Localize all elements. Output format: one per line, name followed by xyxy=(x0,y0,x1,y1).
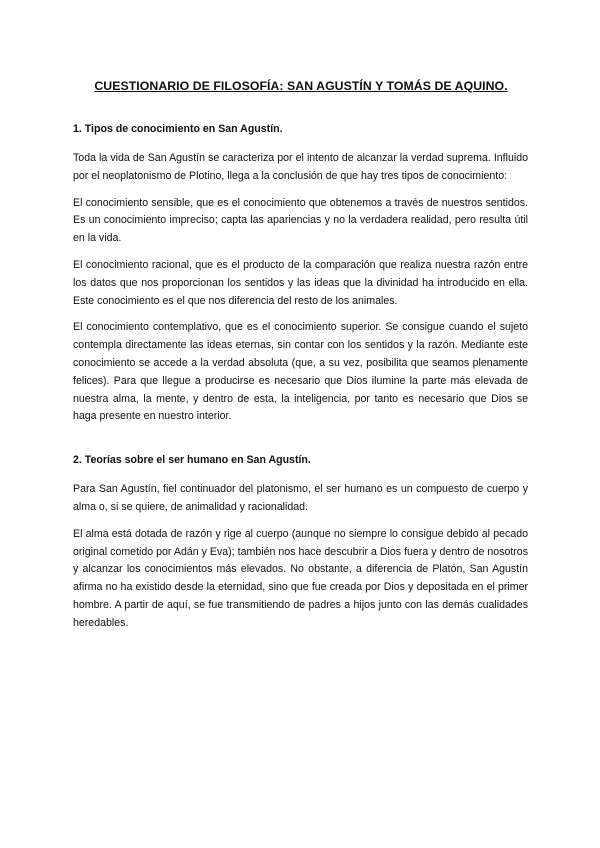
paragraph: El alma está dotada de razón y rige al cuerpo (aunque no siempre lo consigue debido al pecado original cometido por Adán y Eva); también nos hace descubrir a Dios fuera y dentro de nosotros y alcanzar los conocimientos más elevados. No obstante, a diferencia de Platón, San Agustín afirma no ha existido desde la eternidad, sino que fue creada por Dios y depositada en el primer hombre. A partir de aquí, se fue transmitiendo de padres a hijos junto con las demás cualidades heredables. xyxy=(73,527,528,629)
paragraph: El conocimiento sensible, que es el conocimiento que obtenemos a través de nuestros sentidos. Es un conocimiento impreciso; capta las apariencias y no la verdadera realidad, pero resulta útil en la vida. xyxy=(73,196,528,245)
paragraph: Para San Agustín, fiel continuador del platonismo, el ser humano es un compuesto de cuerpo y alma o, si se quiere, de animalidad y racionalidad. xyxy=(73,483,528,513)
section-heading: 2. Teorías sobre el ser humano en San Agustín. xyxy=(73,454,311,467)
paragraph: Toda la vida de San Agustín se caracteriza por el intento de alcanzar la verdad suprema. Influido por el neoplatonismo de Plotino, llega a la conclusión de que hay tres tipos de conocimiento: xyxy=(73,152,528,182)
paragraph: El conocimiento contemplativo, que es el conocimiento superior. Se consigue cuando el sujeto contempla directamente las ideas eternas, sin contar con los sentidos y la razón. Mediante este conocimiento se accede a la verdad absoluta (que, a su vez, posibilita que seamos plenamente felices). Para que llegue a producirse es necesario que Dios ilumine la parte más elevada de nuestra alma, la mente, y dentro de esta, la inteligencia, por tanto es necesario que Dios se haga presente en nuestro interior. xyxy=(73,321,528,423)
section-heading: 1. Tipos de conocimiento en San Agustín. xyxy=(73,123,283,135)
section-knowledge-types xyxy=(73,122,528,426)
section-human-being-theories xyxy=(73,453,528,632)
paragraph: El conocimiento racional, que es el producto de la comparación que realiza nuestra razón entre los datos que nos proporcionan los sentidos y las ideas que la divinidad ha introducido en ella. Este conocimiento es el que nos diferencia del resto de los animales. xyxy=(73,258,528,307)
document-body xyxy=(73,122,528,642)
section-spacer xyxy=(73,435,528,453)
page-title: CUESTIONARIO DE FILOSOFÍA: SAN AGUSTÍN Y TOMÁS DE AQUINO. xyxy=(94,79,508,93)
